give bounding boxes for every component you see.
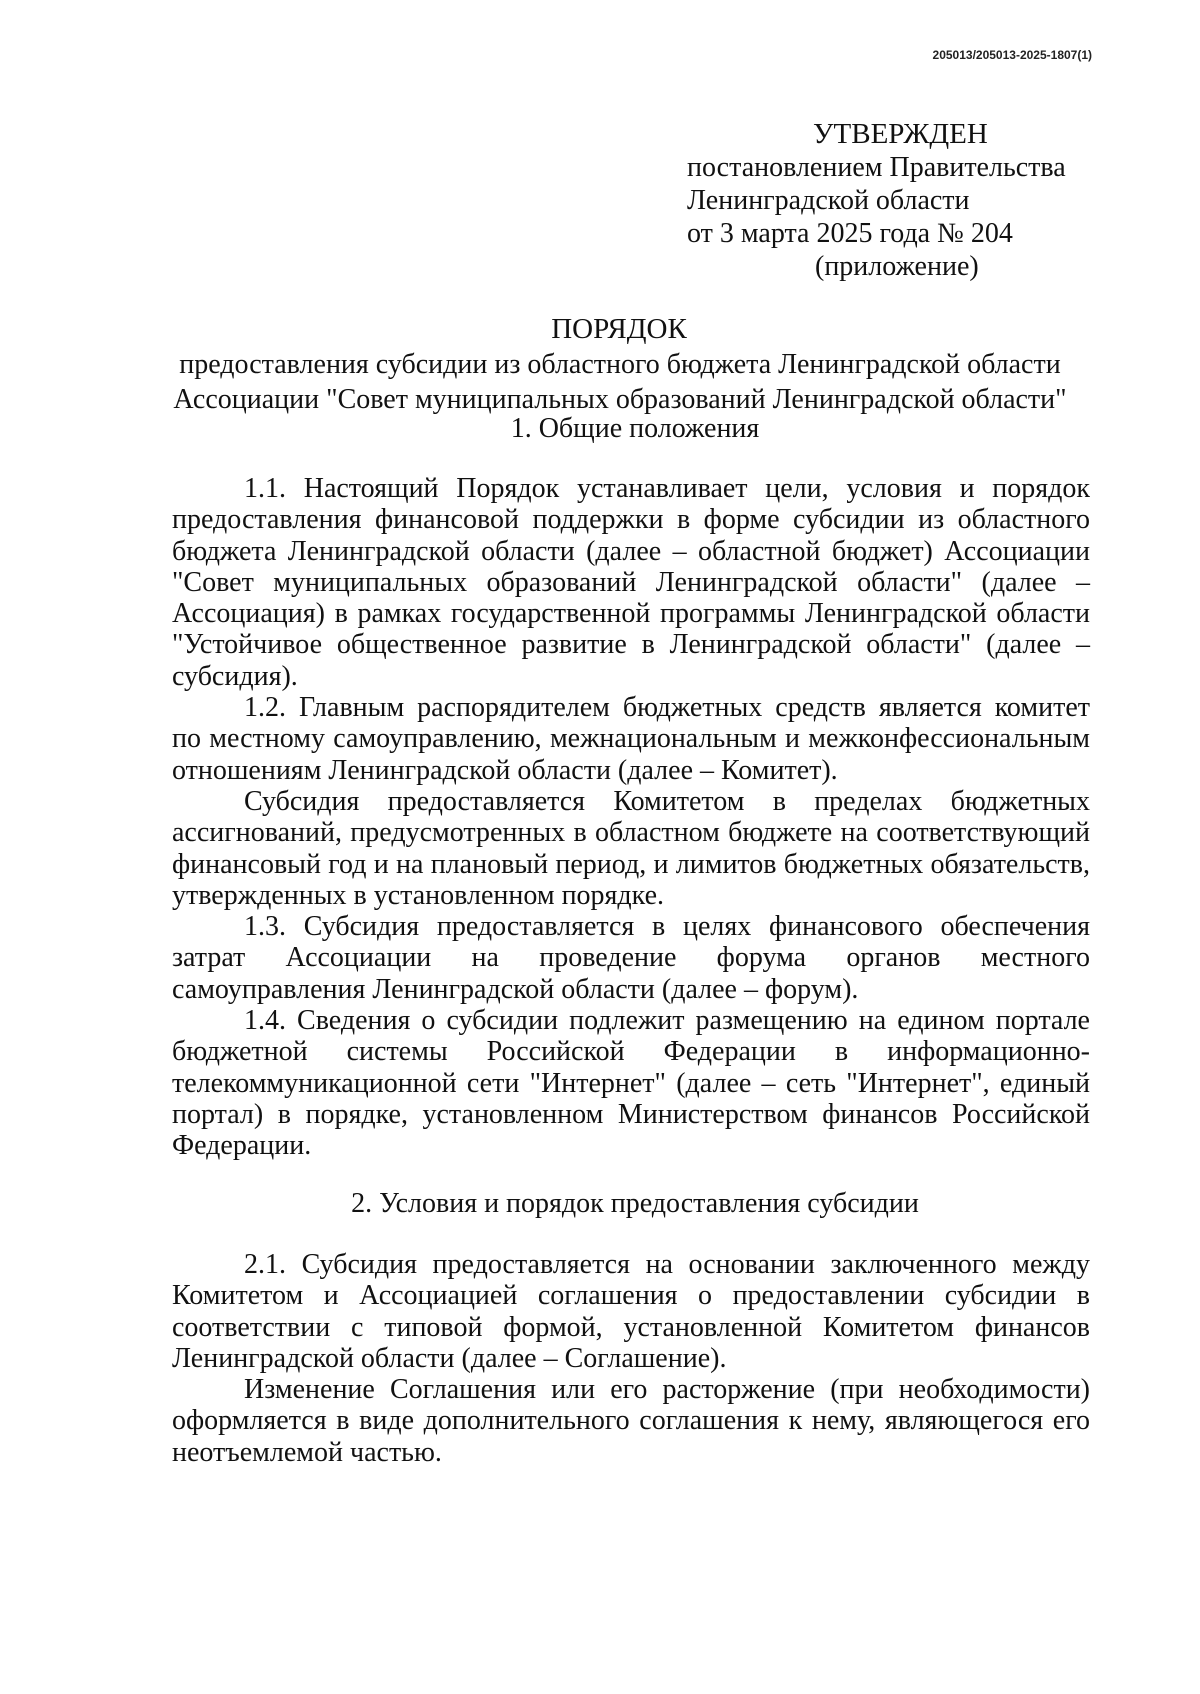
paragraph-2-1: 2.1. Субсидия предоставляется на основании заключенного между Комитетом и Ассоциацией соглашения о предоставлении субсидии в соответствии с типовой формой, установленной Комитетом финансов Ленинградской области (далее – Соглашение). <box>172 1249 1090 1374</box>
paragraph-1-2: 1.2. Главным распорядителем бюджетных средств является комитет по местному самоуправлению, межнациональным и межконфессиональным отношениям Ленинградской области (далее – Комитет). <box>172 692 1090 786</box>
approval-stamp <box>687 118 1066 283</box>
document-subtitle-line-2: Ассоциации "Совет муниципальных образований Ленинградской области" <box>173 384 1067 415</box>
approval-line-2: Ленинградской области <box>687 185 970 216</box>
paragraph-1-1: 1.1. Настоящий Порядок устанавливает цели, условия и порядок предоставления финансовой поддержки в форме субсидии из областного бюджета Ленинградской области (далее – областной бюджет) Ассоциации "Совет муниципальных образований Ленинградской области" (далее – Ассоциация) в рамках государственной программы Ленинградской области "Устойчивое общественное развитие в Ленинградской области" (далее – субсидия). <box>172 473 1090 692</box>
approval-line-1: постановлением Правительства <box>687 152 1066 183</box>
approval-annex: (приложение) <box>815 251 979 282</box>
section-1-body <box>172 473 1090 1162</box>
section-2-body <box>172 1249 1090 1468</box>
section-heading-2: 2. Условия и порядок предоставления субсидии <box>351 1188 919 1219</box>
document-id: 205013/205013-2025-1807(1) <box>932 48 1092 62</box>
paragraph-1-2-funding: Субсидия предоставляется Комитетом в пределах бюджетных ассигнований, предусмотренных в областном бюджете на соответствующий финансовый год и на плановый период, и лимитов бюджетных обязательств, утвержденных в установленном порядке. <box>172 785 1090 911</box>
paragraph-1-3: 1.3. Субсидия предоставляется в целях финансового обеспечения затрат Ассоциации на проведение форума органов местного самоуправления Ленинградской области (далее – форум). <box>172 911 1090 1005</box>
paragraph-2-1-amendment: Изменение Соглашения или его расторжение (при необходимости) оформляется в виде дополнительного соглашения к нему, являющегося его неотъемлемой частью. <box>172 1374 1090 1468</box>
approval-title: УТВЕРЖДЕН <box>813 118 988 150</box>
section-heading-1: 1. Общие положения <box>510 413 760 444</box>
document-subtitle-line-1: предоставления субсидии из областного бюджета Ленинградской области <box>179 349 1061 380</box>
approval-line-3: от 3 марта 2025 года № 204 <box>687 218 1013 249</box>
document-title-block <box>0 312 1200 416</box>
paragraph-1-4: 1.4. Сведения о субсидии подлежит размещению на едином портале бюджетной системы Российской Федерации в информационно-телекоммуникационной сети "Интернет" (далее – сеть "Интернет", единый портал) в порядке, установленном Министерством финансов Российской Федерации. <box>172 1005 1090 1162</box>
document-title: ПОРЯДОК <box>551 313 687 345</box>
